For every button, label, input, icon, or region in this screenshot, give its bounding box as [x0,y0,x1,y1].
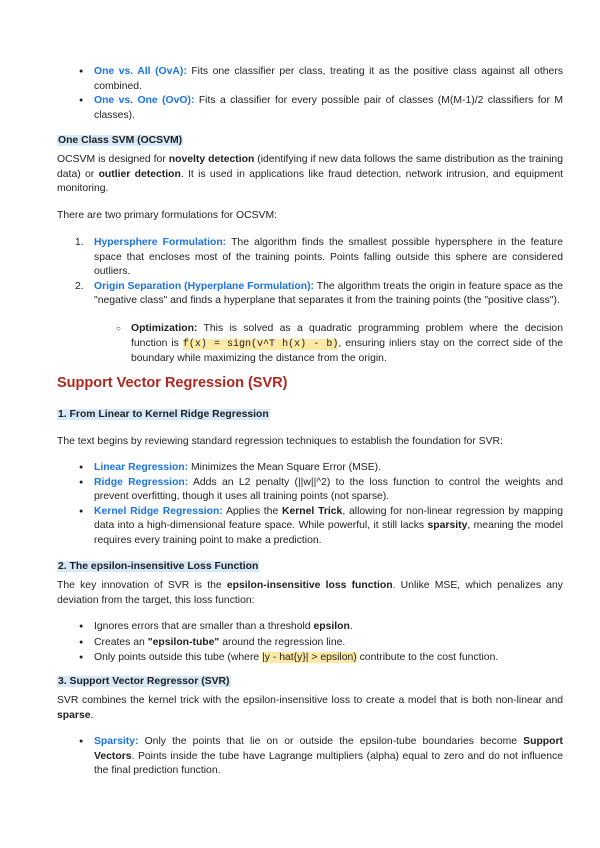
list-item: ● Only points outside this tube (where |y - hat{y}| > epsilon) contribute to the cost function. [94,651,563,666]
svr-section3-heading: 3. Support Vector Regressor (SVR) [58,676,230,687]
ocsvm-formulations [75,236,563,309]
loss-list [94,620,563,666]
epsilon-condition: |y - hat{y}| > epsilon) [262,652,357,663]
list-item: ○ Optimization: This is solved as a quadratic programming problem where the decision function is f(x) = sign(v^T h(x) - b), ensuring inliers stay on the correct side of the boundary while maximizing the distance from the origin. [131,322,563,367]
svr-section2-paragraph: The key innovation of SVR is the epsilon-insensitive loss function. Unlike MSE, which penalizes any deviation from the target, this loss function: [57,580,563,606]
list-item: ● One vs. One (OvO): Fits a classifier for every possible pair of classes (M(M-1)/2 classifiers for M classes). [94,94,563,123]
ova-ovo-list [94,65,563,123]
ocsvm-sublist [131,322,563,367]
list-item: ● Ridge Regression: Adds an L2 penalty (||w||^2) to the loss function to control the weights and prevent overfitting, though it uses all training points (not sparse). [94,476,563,505]
list-item: 1. Hypersphere Formulation: The algorithm finds the smallest possible hypersphere in the feature space that encloses most of the training points. Points falling outside this sphere are considered outliers. [75,237,563,277]
svr-section3-paragraph: SVR combines the kernel trick with the epsilon-insensitive loss to create a model that is both non-linear and sparse. [57,695,563,721]
svr-section2-heading: 2. The epsilon-insensitive Loss Function [58,561,259,572]
svr-section1-intro: The text begins by reviewing standard regression techniques to establish the foundation for SVR: [57,436,503,447]
list-item: ● Linear Regression: Minimizes the Mean Square Error (MSE). [94,461,563,476]
list-item: 2. Origin Separation (Hyperplane Formulation): The algorithm treats the origin in feature space as the "negative class" and finds a hyperplane that separates it from the training points (the "positive class"). [75,280,563,306]
ocsvm-paragraph: OCSVM is designed for novelty detection (identifying if new data follows the same distribution as the training data) or outlier detection. It is used in applications like fraud detection, network intrusion, and equipment monitoring. [57,154,563,194]
list-item: ● Kernel Ridge Regression: Applies the Kernel Trick, allowing for non-linear regression by mapping data into a high-dimensional feature space. While powerful, it still lacks sparsity, meaning the model requires every training point to make a prediction. [94,505,563,549]
regression-list [94,461,563,548]
list-item: ● Creates an "epsilon-tube" around the regression line. [94,636,563,651]
ocsvm-heading: One Class SVM (OCSVM) [58,135,183,146]
list-item: ● One vs. All (OvA): Fits one classifier per class, treating it as the positive class against all others combined. [94,65,563,94]
list-item: ● Sparsity: Only the points that lie on or outside the epsilon-tube boundaries become Support Vectors. Points inside the tube have Lagrange multipliers (alpha) equal to zero and do not influence the final prediction function. [94,735,563,779]
ocsvm-intro: There are two primary formulations for OCSVM: [57,210,277,221]
list-item: ● Ignores errors that are smaller than a threshold epsilon. [94,620,563,635]
decision-function-code: f(x) = sign(v^T h(x) - b) [182,338,339,350]
sparsity-list [94,735,563,779]
svr-section1-heading: 1. From Linear to Kernel Ridge Regression [58,409,269,420]
svr-title: Support Vector Regression (SVR) [57,375,288,391]
